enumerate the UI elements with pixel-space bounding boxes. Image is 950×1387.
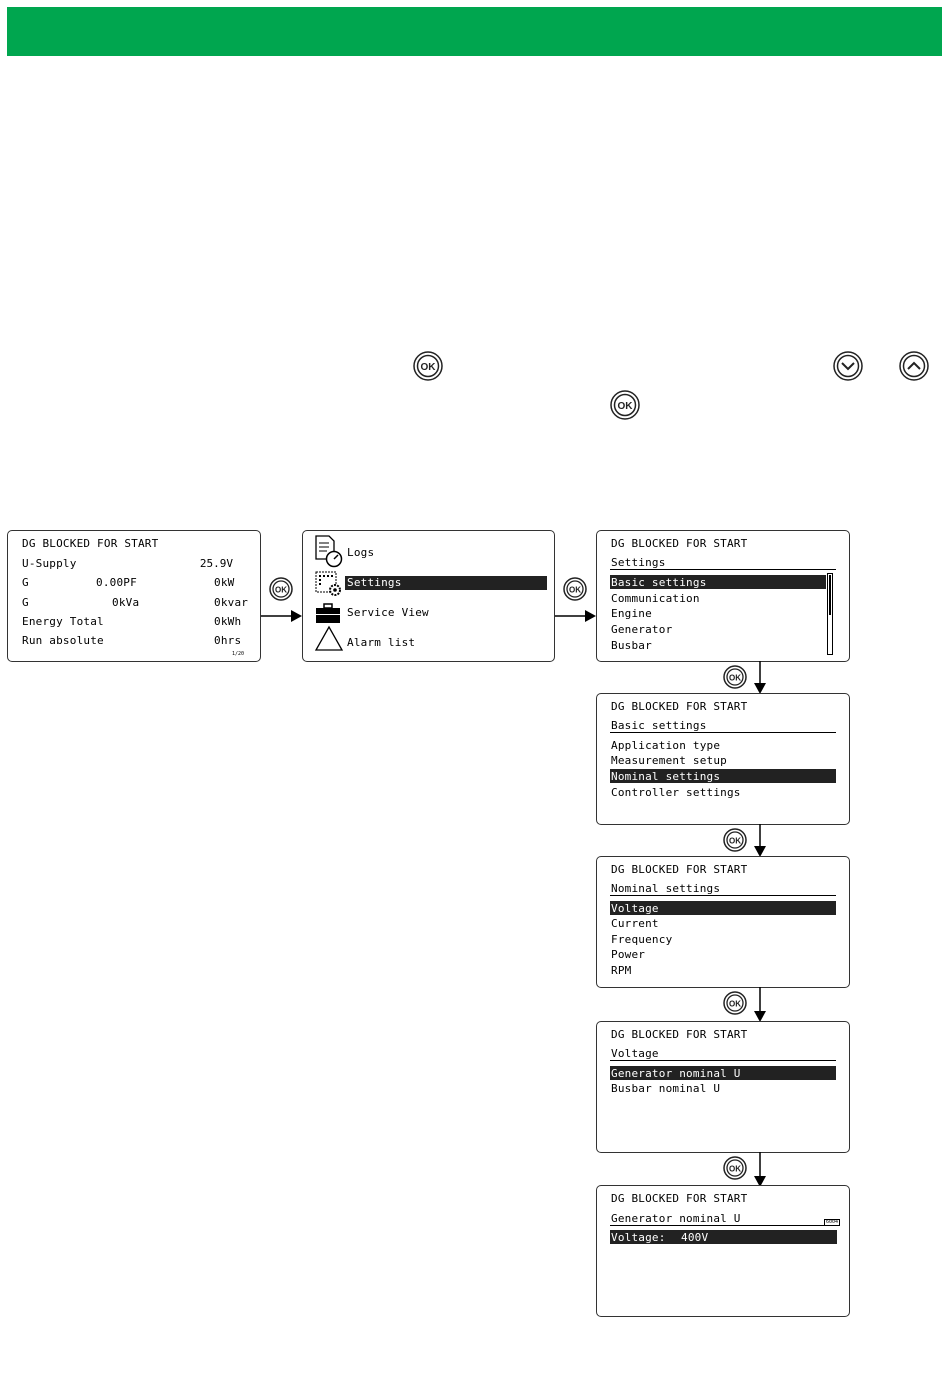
- status-text: DG BLOCKED FOR START: [611, 537, 748, 550]
- ok-arrow-connector: [555, 575, 597, 630]
- main-menu-screen: [302, 530, 555, 662]
- menu-item-rpm[interactable]: RPM: [611, 964, 632, 977]
- menu-item-settings[interactable]: Settings: [347, 576, 402, 589]
- ok-label: OK: [729, 836, 741, 846]
- menu-item-basic-settings[interactable]: Basic settings: [611, 576, 707, 589]
- nominal-settings-screen: [596, 856, 850, 988]
- row-label: G: [22, 576, 29, 589]
- row-value: 0kvar: [214, 596, 249, 609]
- menu-item-power[interactable]: Power: [611, 948, 646, 961]
- generator-nominal-u-screen: [596, 1185, 850, 1317]
- ok-label: OK: [729, 999, 741, 1009]
- menu-title: Generator nominal U: [611, 1212, 741, 1225]
- ok-label: OK: [617, 401, 633, 412]
- title-underline: [610, 895, 836, 896]
- status-text: DG BLOCKED FOR START: [611, 1028, 748, 1041]
- menu-item-logs[interactable]: Logs: [347, 546, 375, 559]
- row-mid: 0kVa: [112, 596, 140, 609]
- menu-item-application-type[interactable]: Application type: [611, 739, 721, 752]
- up-button-icon[interactable]: [899, 351, 929, 381]
- status-text: DG BLOCKED FOR START: [22, 537, 159, 550]
- voltage-value[interactable]: 400V: [681, 1231, 709, 1244]
- row-value: 0kWh: [214, 615, 242, 628]
- menu-item-alarm-list[interactable]: Alarm list: [347, 636, 416, 649]
- menu-item-generator[interactable]: Generator: [611, 623, 673, 636]
- menu-item-busbar[interactable]: Busbar: [611, 639, 652, 652]
- toolbox-icon: [315, 603, 343, 625]
- ok-arrow-connector: [722, 824, 772, 857]
- title-underline: [610, 1225, 836, 1226]
- row-value: 0hrs: [214, 634, 242, 647]
- down-button-icon[interactable]: [833, 351, 863, 381]
- ok-arrow-connector: [722, 987, 772, 1022]
- basic-settings-screen: [596, 693, 850, 825]
- scrollbar[interactable]: [827, 573, 833, 655]
- menu-item-voltage[interactable]: Voltage: [611, 902, 659, 915]
- status-text: DG BLOCKED FOR START: [611, 863, 748, 876]
- row-label: U-Supply: [22, 557, 77, 570]
- row-mid: 0.00PF: [96, 576, 137, 589]
- page-indicator: 1/20: [232, 651, 245, 657]
- row-value: 25.9V: [199, 557, 233, 570]
- display-status-screen: [7, 530, 261, 662]
- menu-title: Nominal settings: [611, 882, 721, 895]
- header-bar: [7, 7, 942, 56]
- title-underline: [610, 569, 836, 570]
- title-underline: [610, 732, 836, 733]
- ok-label: OK: [275, 585, 287, 595]
- menu-item-communication[interactable]: Communication: [611, 592, 700, 605]
- menu-item-generator-nominal-u[interactable]: Generator nominal U: [611, 1067, 741, 1080]
- scrollbar-thumb[interactable]: [829, 575, 831, 615]
- title-underline: [610, 1060, 836, 1061]
- ok-button-icon[interactable]: [610, 390, 640, 420]
- voltage-menu-screen: [596, 1021, 850, 1153]
- alarm-triangle-icon: [315, 625, 345, 653]
- row-label: G: [22, 596, 29, 609]
- voltage-label[interactable]: Voltage:: [611, 1231, 666, 1244]
- menu-item-engine[interactable]: Engine: [611, 607, 652, 620]
- settings-icon: [315, 571, 343, 599]
- menu-title: Settings: [611, 556, 666, 569]
- parameter-code: 6004: [826, 1219, 839, 1225]
- ok-arrow-connector: [722, 661, 772, 694]
- menu-item-measurement-setup[interactable]: Measurement setup: [611, 754, 727, 767]
- menu-item-controller-settings[interactable]: Controller settings: [611, 786, 741, 799]
- menu-item-nominal-settings[interactable]: Nominal settings: [611, 770, 721, 783]
- ok-label: OK: [729, 1164, 741, 1174]
- menu-item-service-view[interactable]: Service View: [347, 606, 429, 619]
- logs-icon: [315, 535, 343, 567]
- row-label: Energy Total: [22, 615, 104, 628]
- settings-menu-screen: [596, 530, 850, 662]
- status-text: DG BLOCKED FOR START: [611, 1192, 748, 1205]
- ok-button-icon[interactable]: [413, 351, 443, 381]
- ok-label: OK: [569, 585, 581, 595]
- ok-label: OK: [729, 673, 741, 683]
- menu-item-current[interactable]: Current: [611, 917, 659, 930]
- menu-item-frequency[interactable]: Frequency: [611, 933, 673, 946]
- ok-arrow-connector: [261, 575, 303, 630]
- menu-item-busbar-nominal-u[interactable]: Busbar nominal U: [611, 1082, 721, 1095]
- menu-title: Basic settings: [611, 719, 707, 732]
- ok-arrow-connector: [722, 1152, 772, 1187]
- ok-label: OK: [420, 362, 436, 373]
- menu-title: Voltage: [611, 1047, 659, 1060]
- row-value: 0kW: [214, 576, 235, 589]
- row-label: Run absolute: [22, 634, 104, 647]
- status-text: DG BLOCKED FOR START: [611, 700, 748, 713]
